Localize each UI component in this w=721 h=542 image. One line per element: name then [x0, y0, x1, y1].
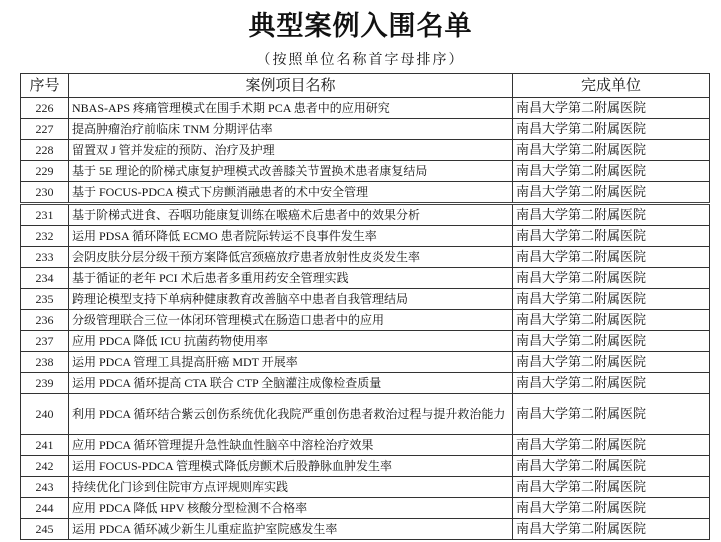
row-case-name: 会阴皮肤分层分级干预方案降低宫颈癌放疗患者放射性皮炎发生率 — [69, 247, 513, 268]
row-unit: 南昌大学第二附属医院 — [513, 289, 710, 310]
table-row — [21, 394, 710, 435]
row-number: 232 — [21, 226, 69, 247]
row-unit: 南昌大学第二附属医院 — [513, 98, 710, 119]
row-number: 236 — [21, 310, 69, 331]
table-row — [21, 98, 710, 119]
row-case-name: 应用 PDCA 降低 HPV 核酸分型检测不合格率 — [69, 498, 513, 519]
row-case-name: 运用 PDSA 循环降低 ECMO 患者院际转运不良事件发生率 — [69, 226, 513, 247]
row-case-name: 基于循证的老年 PCI 术后患者多重用药安全管理实践 — [69, 268, 513, 289]
row-number: 245 — [21, 519, 69, 540]
row-unit: 南昌大学第二附属医院 — [513, 247, 710, 268]
table-row — [21, 204, 710, 226]
case-list-table — [20, 73, 710, 540]
row-unit: 南昌大学第二附属医院 — [513, 268, 710, 289]
table-row — [21, 331, 710, 352]
row-number: 239 — [21, 373, 69, 394]
row-number: 231 — [21, 204, 69, 226]
row-case-name: 跨理论模型支持下单病种健康教育改善脑卒中患者自我管理结局 — [69, 289, 513, 310]
row-case-name: 运用 FOCUS-PDCA 管理模式降低房颤术后股静脉血肿发生率 — [69, 456, 513, 477]
row-unit: 南昌大学第二附属医院 — [513, 477, 710, 498]
row-case-name: 基于 5E 理论的阶梯式康复护理模式改善膝关节置换术患者康复结局 — [69, 161, 513, 182]
row-case-name: 提高肿瘤治疗前临床 TNM 分期评估率 — [69, 119, 513, 140]
table-row — [21, 352, 710, 373]
row-case-name: 运用 PDCA 循环减少新生儿重症监护室院感发生率 — [69, 519, 513, 540]
row-unit: 南昌大学第二附属医院 — [513, 204, 710, 226]
table-row — [21, 161, 710, 182]
row-unit: 南昌大学第二附属医院 — [513, 435, 710, 456]
row-case-name: 基于 FOCUS-PDCA 模式下房颤消融患者的术中安全管理 — [69, 182, 513, 204]
row-unit: 南昌大学第二附属医院 — [513, 331, 710, 352]
row-number: 230 — [21, 182, 69, 204]
row-unit: 南昌大学第二附属医院 — [513, 519, 710, 540]
row-case-name: 持续优化门诊到住院审方点评规则库实践 — [69, 477, 513, 498]
table-row — [21, 140, 710, 161]
row-number: 242 — [21, 456, 69, 477]
table-row — [21, 289, 710, 310]
row-number: 235 — [21, 289, 69, 310]
header-case-name: 案例项目名称 — [69, 74, 513, 98]
row-number: 238 — [21, 352, 69, 373]
row-number: 229 — [21, 161, 69, 182]
table-row — [21, 310, 710, 331]
table-row — [21, 247, 710, 268]
row-unit: 南昌大学第二附属医院 — [513, 310, 710, 331]
row-number: 240 — [21, 394, 69, 435]
row-unit: 南昌大学第二附属医院 — [513, 226, 710, 247]
row-case-name: NBAS-APS 疼痛管理模式在围手术期 PCA 患者中的应用研究 — [69, 98, 513, 119]
row-unit: 南昌大学第二附属医院 — [513, 161, 710, 182]
table-row — [21, 435, 710, 456]
row-case-name: 留置双 J 管并发症的预防、治疗及护理 — [69, 140, 513, 161]
row-unit: 南昌大学第二附属医院 — [513, 373, 710, 394]
table-row — [21, 119, 710, 140]
table-row — [21, 226, 710, 247]
table-row — [21, 477, 710, 498]
row-unit: 南昌大学第二附属医院 — [513, 140, 710, 161]
header-number: 序号 — [21, 74, 69, 98]
row-case-name: 基于阶梯式进食、吞咽功能康复训练在喉癌术后患者中的效果分析 — [69, 204, 513, 226]
row-case-name: 利用 PDCA 循环结合紫云创伤系统优化我院严重创伤患者救治过程与提升救治能力 — [69, 394, 513, 435]
row-unit: 南昌大学第二附属医院 — [513, 456, 710, 477]
row-number: 234 — [21, 268, 69, 289]
row-number: 226 — [21, 98, 69, 119]
row-number: 241 — [21, 435, 69, 456]
row-unit: 南昌大学第二附属医院 — [513, 394, 710, 435]
table-header-row — [21, 74, 710, 98]
row-case-name: 运用 PDCA 管理工具提高肝癌 MDT 开展率 — [69, 352, 513, 373]
table-row — [21, 373, 710, 394]
table-row — [21, 456, 710, 477]
row-unit: 南昌大学第二附属医院 — [513, 498, 710, 519]
row-case-name: 应用 PDCA 降低 ICU 抗菌药物使用率 — [69, 331, 513, 352]
row-number: 228 — [21, 140, 69, 161]
row-unit: 南昌大学第二附属医院 — [513, 352, 710, 373]
table-row — [21, 498, 710, 519]
row-case-name: 运用 PDCA 循环提高 CTA 联合 CTP 全脑灌注成像检查质量 — [69, 373, 513, 394]
document-subtitle: （按照单位名称首字母排序） — [256, 53, 465, 68]
row-case-name: 分级管理联合三位一体闭环管理模式在肠造口患者中的应用 — [69, 310, 513, 331]
row-number: 243 — [21, 477, 69, 498]
row-number: 233 — [21, 247, 69, 268]
table-row — [21, 268, 710, 289]
table-row — [21, 519, 710, 540]
row-case-name: 应用 PDCA 循环管理提升急性缺血性脑卒中溶栓治疗效果 — [69, 435, 513, 456]
row-unit: 南昌大学第二附属医院 — [513, 119, 710, 140]
row-unit: 南昌大学第二附属医院 — [513, 182, 710, 204]
header-unit: 完成单位 — [513, 74, 710, 98]
row-number: 227 — [21, 119, 69, 140]
table-row — [21, 182, 710, 204]
document-title: 典型案例入围名单 — [248, 11, 473, 41]
row-number: 237 — [21, 331, 69, 352]
row-number: 244 — [21, 498, 69, 519]
